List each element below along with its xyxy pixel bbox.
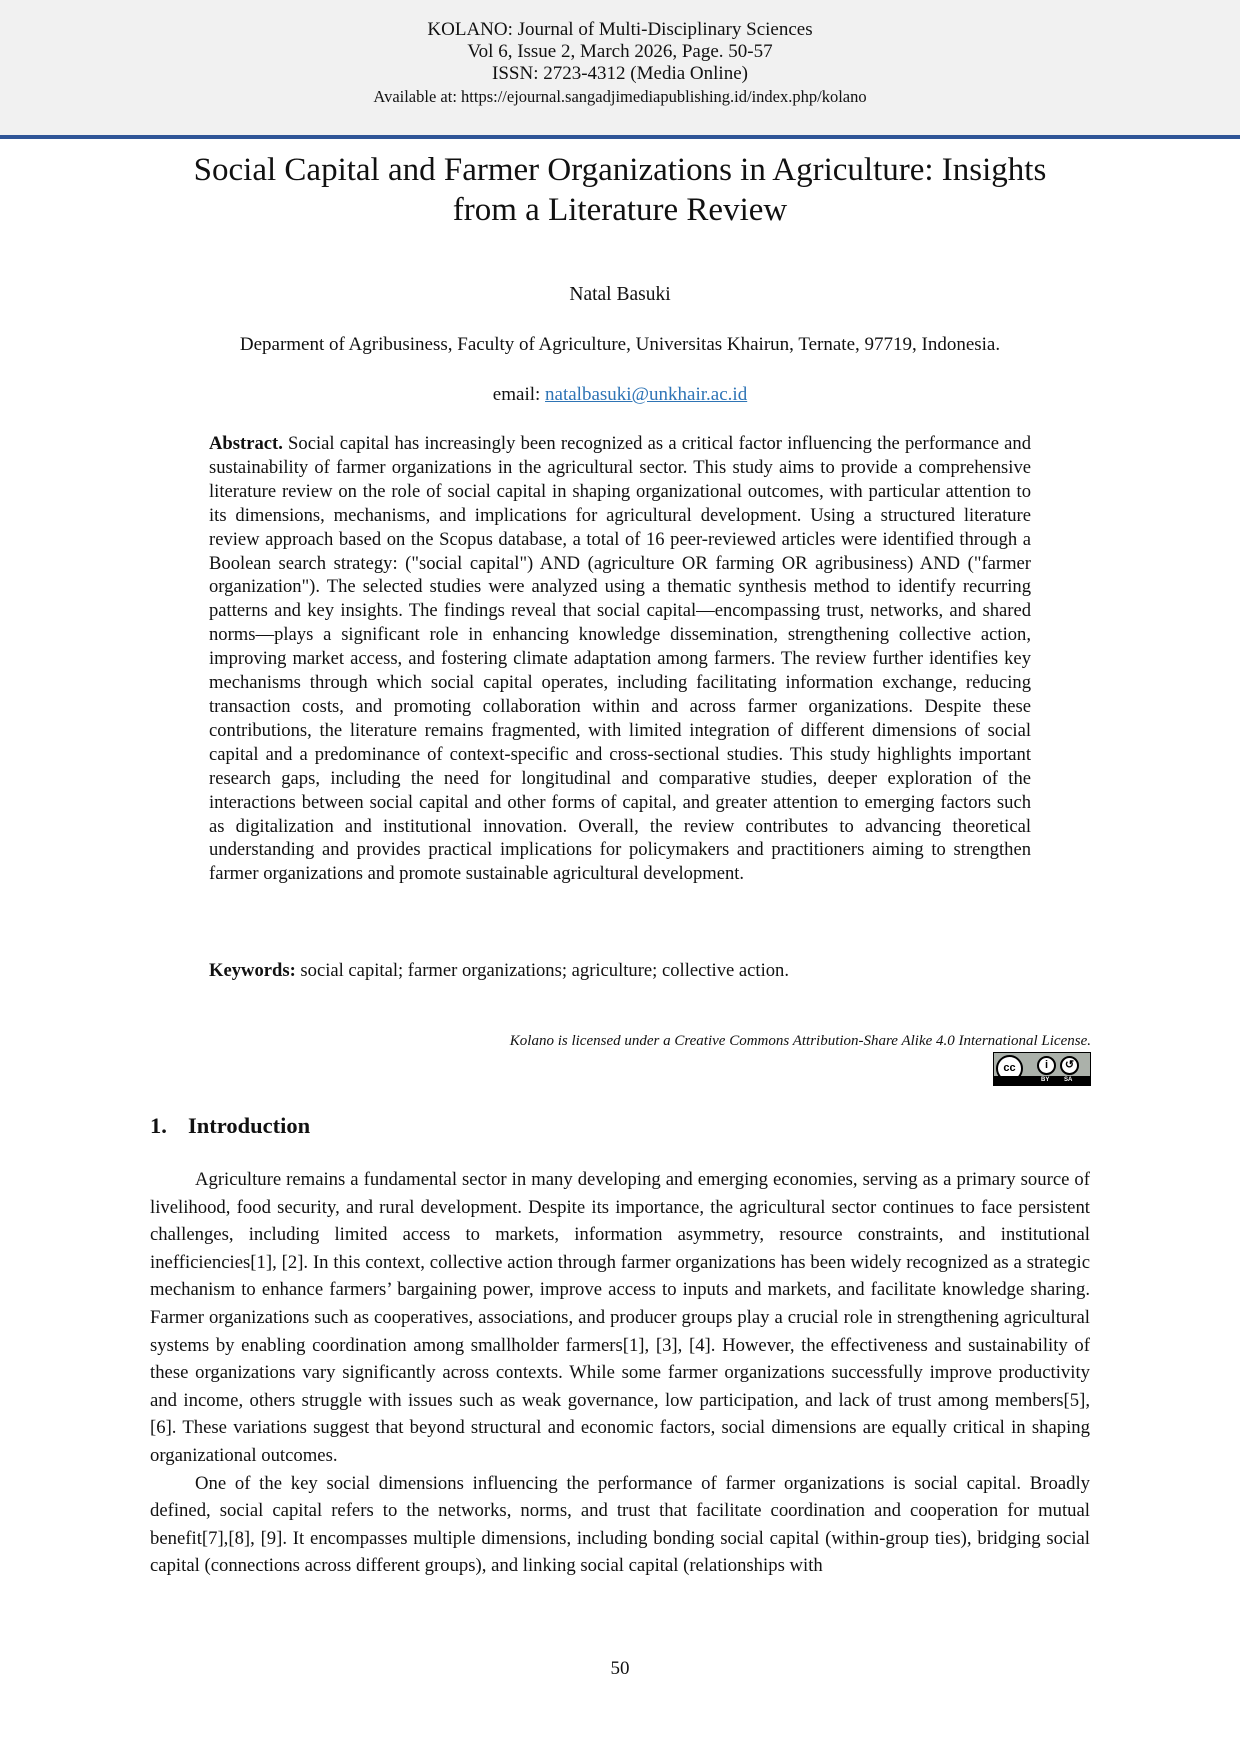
keywords-label: Keywords: [209,960,296,981]
attribution-person-icon: i [1037,1056,1056,1075]
section-heading-introduction [150,1112,310,1140]
abstract [209,432,1031,886]
introduction-body [150,1166,1090,1580]
paragraph: Agriculture remains a fundamental sector in many developing and emerging economies, serving as a primary source of livelihood, food security, and rural development. Despite its importance, the agricultural sector continues to face persistent challenges, including limited access to markets, information asymmetry, resource constraints, and institutional inefficiencies[1], [2]. In this context, collective action through farmer organizations has been widely recognized as a strategic mechanism to enhance farmers’ bargaining power, improve access to inputs and markets, and facilitate knowledge sharing. Farmer organizations such as cooperatives, associations, and producer groups play a crucial role in strengthening agricultural systems by enabling coordination among smallholder farmers[1], [3], [4]. However, the effectiveness and sustainability of these organizations vary significantly across contexts. While some farmer organizations successfully improve productivity and income, others struggle with issues such as weak governance, low participation, and lack of trust among members[5], [6]. These variations suggest that beyond structural and economic factors, social dimensions are equally critical in shaping organizational outcomes. [150,1169,1090,1466]
sa-label: SA [1064,1077,1073,1083]
keywords [209,959,1031,983]
header-accent-bar [0,135,1240,139]
author-name: Natal Basuki [569,284,671,305]
page-number: 50 [610,1658,630,1679]
section-title: Introduction [188,1113,311,1138]
license-statement[interactable]: Kolano is licensed under a Creative Commons Attribution-Share Alike 4.0 International License. [509,1033,1091,1049]
journal-name: KOLANO: Journal of Multi-Disciplinary Sciences [427,19,813,40]
abstract-text: Social capital has increasingly been recognized as a critical factor influencing the performance and sustainability of farmer organizations in the agricultural sector. This study aims to provide a comprehensive literature review on the role of social capital in shaping organizational outcomes, with particular attention to its dimensions, mechanisms, and implications for agricultural development. Using a structured literature review approach based on the Scopus database, a total of 16 peer-reviewed articles were identified through a Boolean search strategy: ("social capital") AND (agriculture OR farming OR agribusiness) AND ("farmer organization"). The selected studies were analyzed using a thematic synthesis method to identify recurring patterns and key insights. The findings reveal that social capital—encompassing trust, networks, and shared norms—plays a significant role in enhancing knowledge dissemination, strengthening collective action, improving market access, and fostering climate adaptation among farmers. The review further identifies key mechanisms through which social capital operates, including facilitating information exchange, reducing transaction costs, and promoting collaboration within and across farmer organizations. Despite these contributions, the literature remains fragmented, with limited integration of different dimensions of social capital and a predominance of context-specific and cross-sectional studies. This study highlights important research gaps, including the need for longitudinal and comparative studies, deeper exploration of the interactions between social capital and other forms of capital, and greater attention to emerging factors such as digitalization and institutional innovation. Overall, the review contributes to advancing theoretical understanding and provides practical implications for policymakers and practitioners aiming to strengthen farmer organizations and promote sustainable agricultural development. [209,433,1031,885]
section-number: 1. [150,1113,167,1138]
paragraph: One of the key social dimensions influencing the performance of farmer organizations is social capital. Broadly defined, social capital refers to the networks, norms, and trust that facilitate coordination and cooperation for mutual benefit[7],[8], [9]. It encompasses multiple dimensions, including bonding social capital (within-group ties), bridging social capital (connections across different groups), and linking social capital (relationships with [150,1472,1090,1577]
paper-title-line-2: from a Literature Review [452,192,788,228]
journal-volume-issue: Vol 6, Issue 2, March 2026, Page. 50-57 [467,41,773,62]
by-label: BY [1041,1077,1050,1083]
share-alike-icon: ↺ [1060,1056,1079,1075]
author-email-line [0,383,1240,407]
email-link[interactable]: natalbasuki@unkhair.ac.id [545,384,748,405]
keywords-text: social capital; farmer organizations; agriculture; collective action. [295,960,789,981]
cc-by-sa-badge[interactable] [993,1052,1091,1086]
journal-issn: ISSN: 2723-4312 (Media Online) [492,63,748,84]
journal-header [0,0,1240,135]
journal-url: Available at: https://ejournal.sangadjimediapublishing.id/index.php/kolano [373,87,867,106]
paper-title [120,150,1120,230]
author-affiliation: Deparment of Agribusiness, Faculty of Agriculture, Universitas Khairun, Ternate, 97719, Indonesia. [239,334,1001,355]
creative-commons-icon: cc [996,1055,1023,1082]
paper-title-line-1: Social Capital and Farmer Organizations in Agriculture: Insights [193,152,1047,188]
email-label: email: [492,384,546,405]
abstract-label: Abstract. [209,433,283,454]
